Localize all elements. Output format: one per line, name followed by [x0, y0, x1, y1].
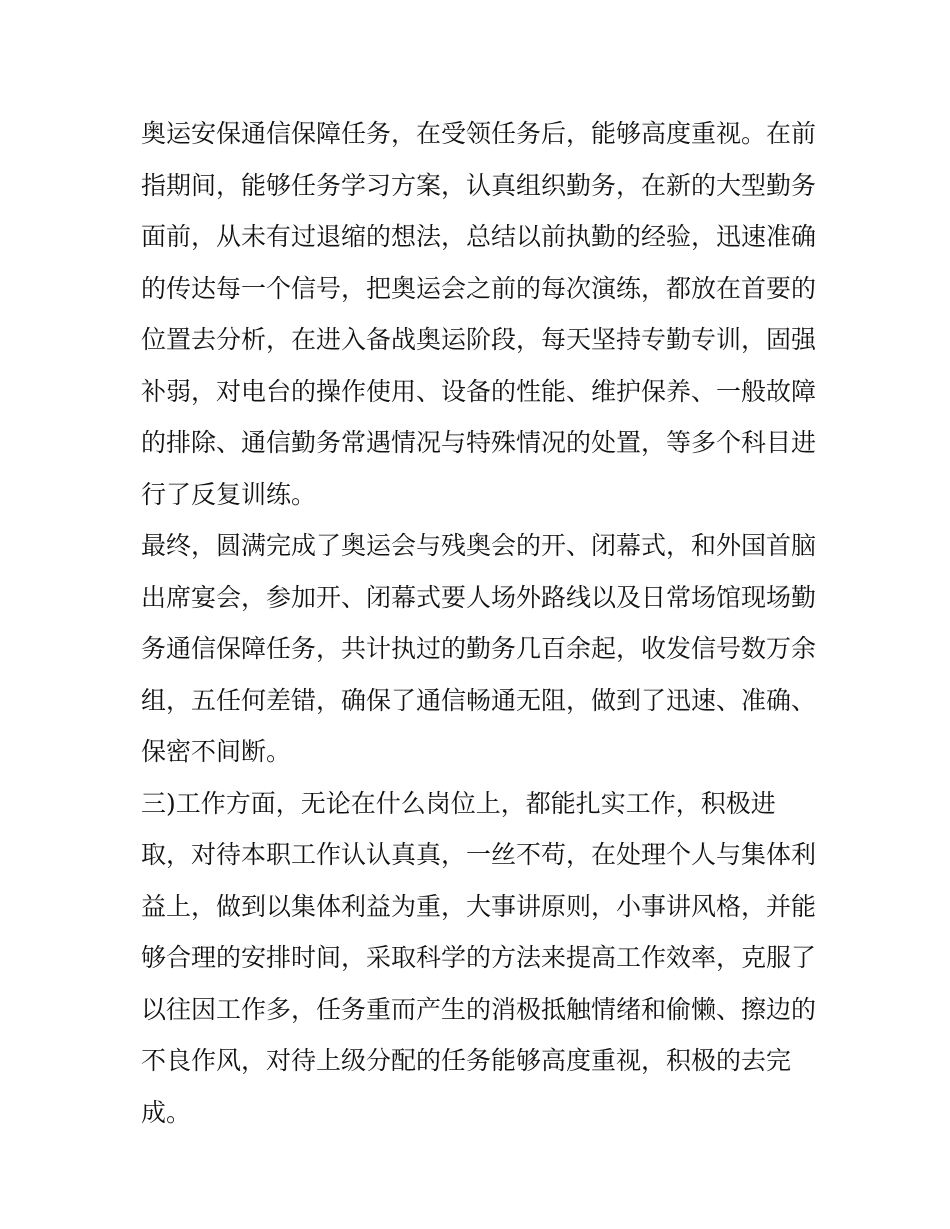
text-line: 不良作风，对待上级分配的任务能够高度重视，积极的去完 — [141, 1046, 792, 1075]
text-line: 组，五任何差错，确保了通信畅通无阻，做到了迅速、准确、 — [141, 685, 817, 715]
text-line: 面前，从未有过退缩的想法，总结以前执勤的经验，迅速准确 — [141, 222, 817, 251]
text-line: 最终，圆满完成了奥运会与残奥会的开、闭幕式，和外国首脑 — [141, 531, 817, 560]
text-line: 取，对待本职工作认认真真，一丝不苟，在处理个人与集体利 — [141, 840, 817, 869]
text-line: 的排除、通信勤务常遇情况与特殊情况的处置，等多个科目进 — [141, 428, 817, 457]
text-line: 成。 — [141, 1097, 192, 1127]
text-line: 位置去分析，在进入备战奥运阶段，每天坚持专勤专训，固强 — [141, 325, 817, 354]
text-line: 保密不间断。 — [141, 737, 292, 766]
text-line: 的传达每一个信号，把奥运会之前的每次演练，都放在首要的 — [141, 273, 817, 303]
text-line: 务通信保障任务，共计执过的勤务几百余起，收发信号数万余 — [141, 634, 817, 663]
text-line: 出席宴会，参加开、闭幕式要人场外路线以及日常场馆现场勤 — [141, 582, 817, 612]
text-line: 指期间，能够任务学习方案，认真组织勤务，在新的大型勤务 — [141, 170, 817, 200]
text-line: 奥运安保通信保障任务，在受领任务后，能够高度重视。在前 — [141, 119, 817, 148]
body-text — [141, 108, 821, 1138]
text-line: 够合理的安排时间，采取科学的方法来提高工作效率，克服了 — [141, 943, 817, 972]
text-line: 以往因工作多，任务重而产生的消极抵触情绪和偷懒、擦边的 — [141, 994, 817, 1024]
text-line: 补弱，对电台的操作使用、设备的性能、维护保养、一般故障 — [141, 376, 817, 406]
text-line: 三)工作方面，无论在什么岗位上，都能扎实工作，积极进 — [141, 788, 776, 818]
text-line: 行了反复训练。 — [141, 479, 317, 509]
text-line: 益上，做到以集体利益为重，大事讲原则，小事讲风格，并能 — [141, 891, 817, 921]
